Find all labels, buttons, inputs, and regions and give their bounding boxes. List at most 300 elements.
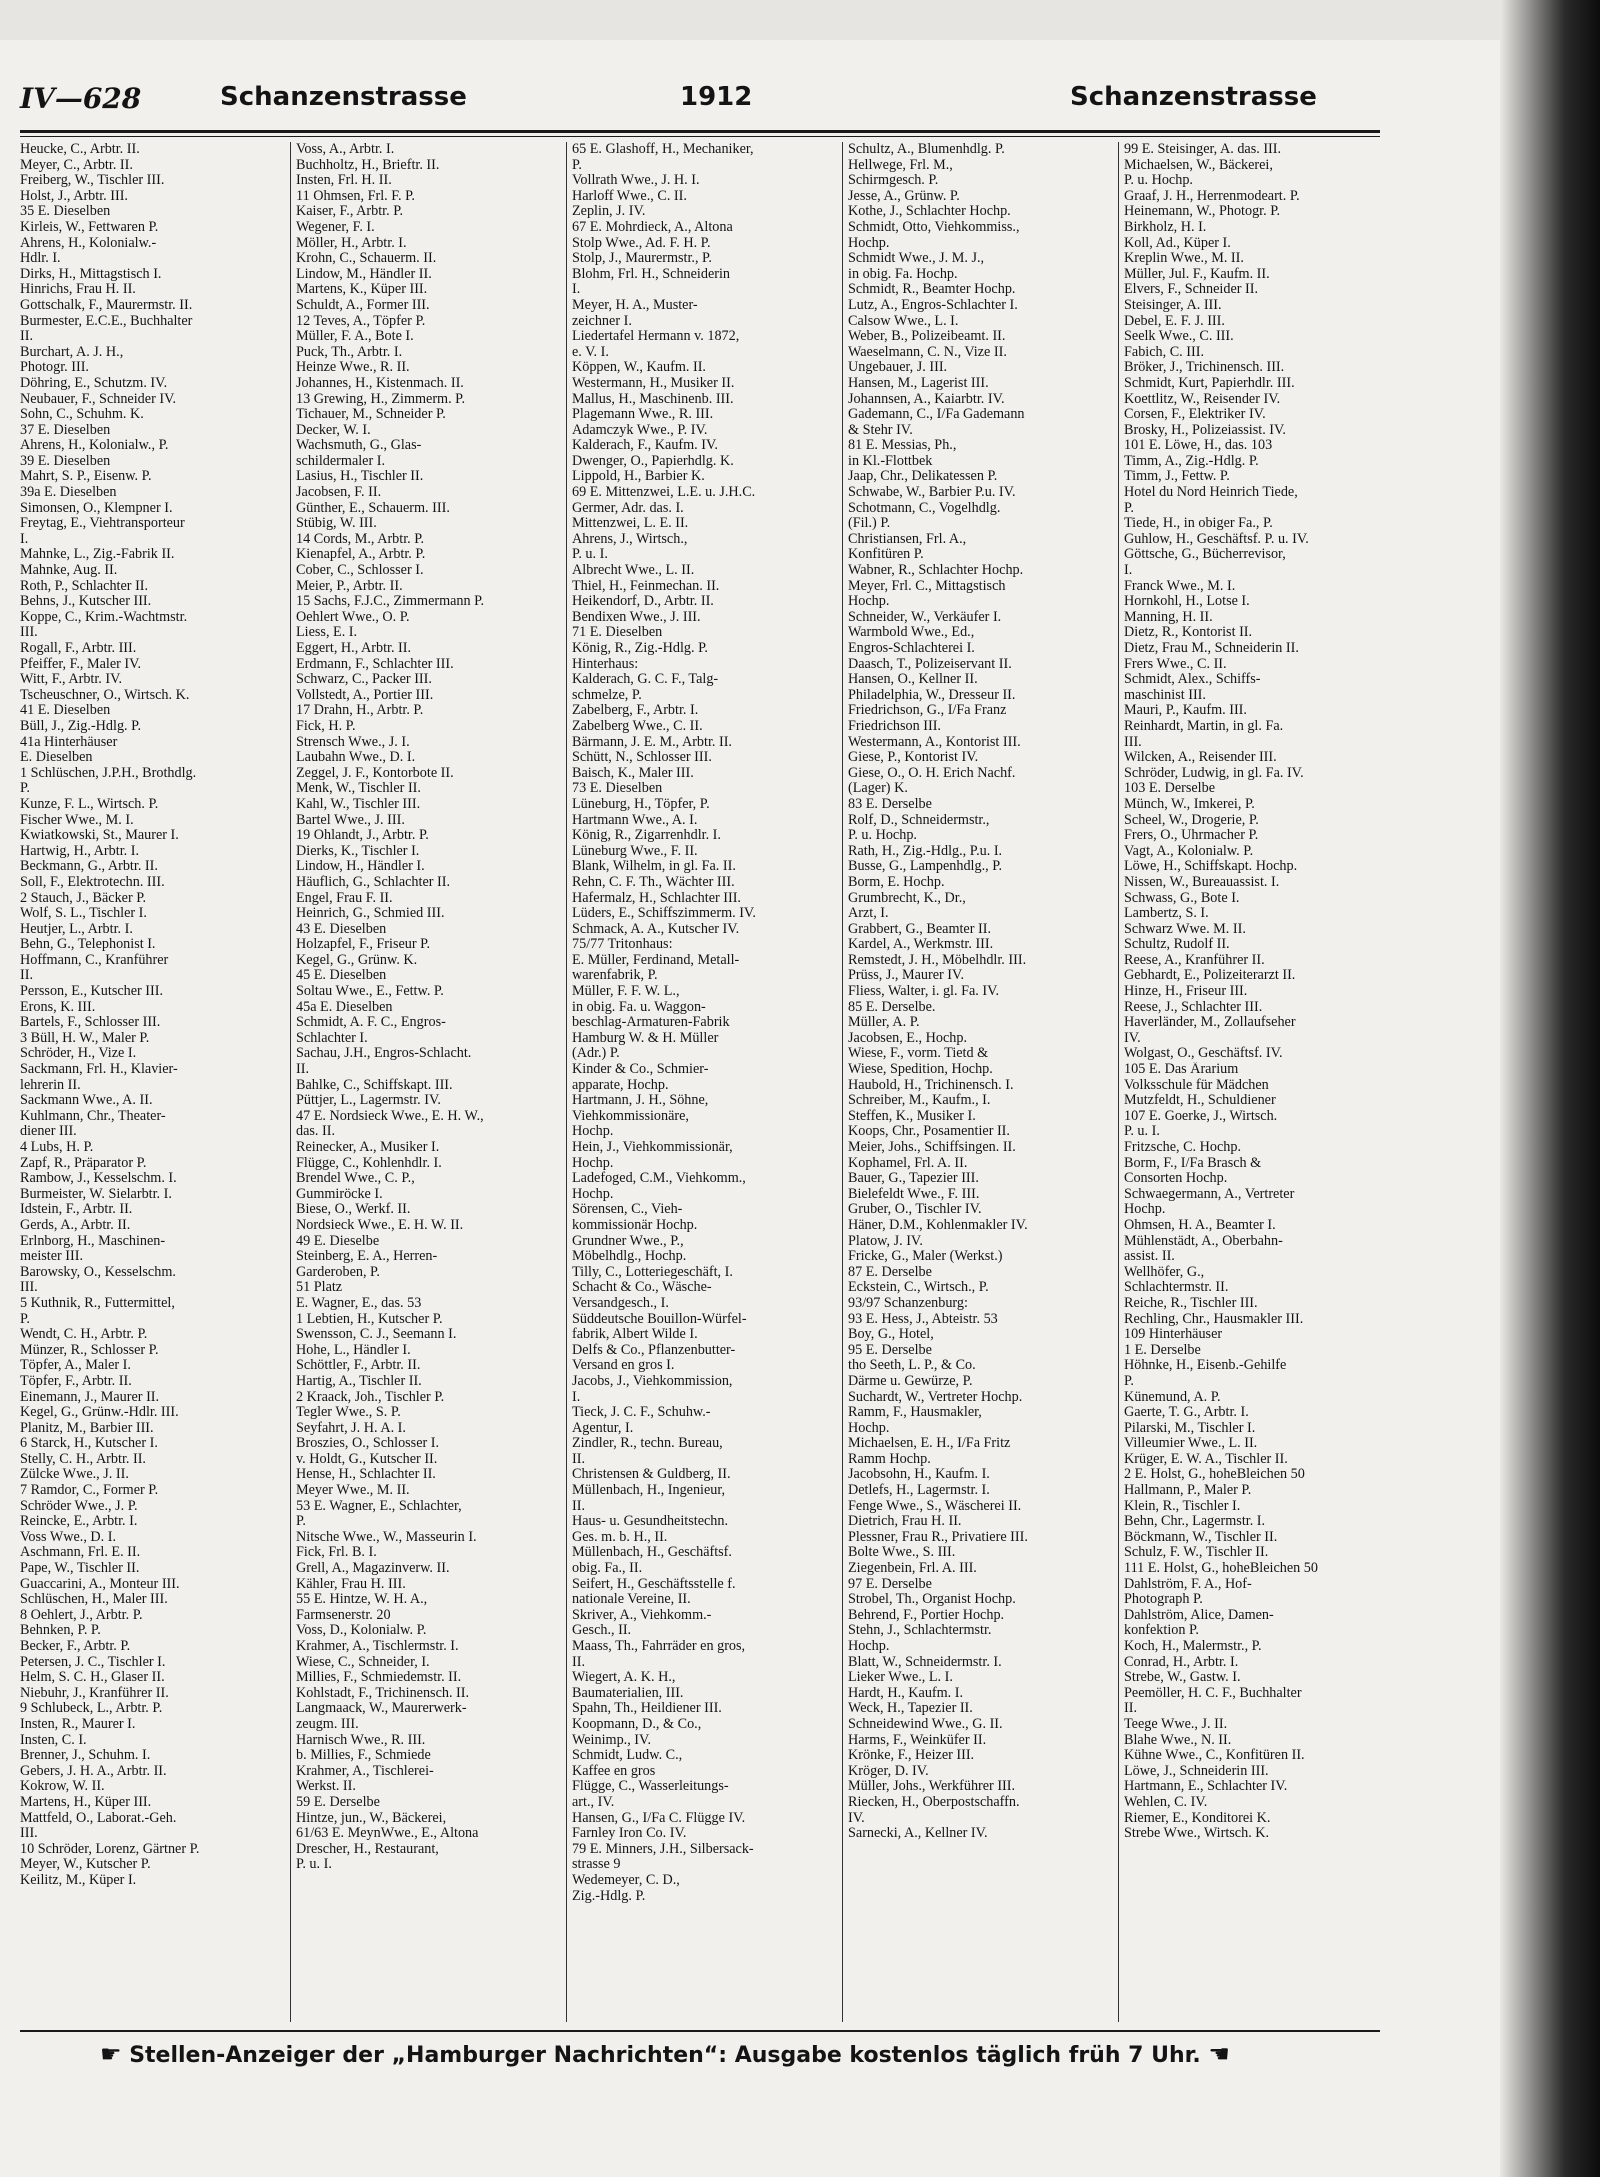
directory-entry: Giese, O., O. H. Erich Nachf.	[848, 765, 1016, 781]
directory-entry: Neubauer, F., Schneider IV.	[20, 391, 177, 407]
directory-entry: Dierks, K., Tischler I.	[296, 843, 420, 859]
directory-entry: Wiese, Spedition, Hochp.	[848, 1062, 993, 1078]
footer-text: Stellen-Anzeiger der „Hamburger Nachrichten“: Ausgabe kostenlos täglich früh 7 Uhr.	[129, 2043, 1201, 2068]
directory-entry: Friedrichson, G., I/Fa Franz	[848, 703, 1007, 719]
directory-entry: apparate, Hochp.	[572, 1077, 669, 1093]
directory-entry: Lambertz, S. I.	[1124, 906, 1209, 922]
directory-entry: Koch, H., Malermstr., P.	[1124, 1639, 1262, 1654]
directory-entry: Ungebauer, J. III.	[848, 360, 948, 376]
directory-entry: Persson, E., Kutscher III.	[20, 984, 164, 1000]
header-rule-thin	[20, 136, 1380, 137]
directory-entry: 65 E. Glashoff, H., Mechaniker,	[572, 142, 754, 157]
directory-entry: Timm, J., Fettw. P.	[1124, 469, 1230, 485]
directory-entry: Kaiser, F., Arbtr. P.	[296, 204, 404, 220]
directory-entry: Roth, P., Schlachter II.	[20, 578, 149, 594]
directory-entry: das. II.	[296, 1124, 336, 1140]
directory-entry: 1 E. Derselbe	[1124, 1342, 1201, 1358]
directory-entry: Kokrow, W. II.	[20, 1779, 105, 1795]
directory-entry: Franck Wwe., M. I.	[1124, 578, 1236, 594]
directory-entry: Fritzsche, C. Hochp.	[1124, 1140, 1242, 1155]
directory-entry: Hamburg W. & H. Müller	[572, 1030, 719, 1046]
directory-entry: Burmeister, W. Sielarbtr. I.	[20, 1186, 172, 1202]
directory-entry: Bartel Wwe., J. III.	[296, 812, 405, 828]
page-number: IV—628	[20, 82, 142, 115]
directory-entry: 1 Lebtien, H., Kutscher P.	[296, 1311, 443, 1327]
directory-entry: Ramm Hochp.	[848, 1451, 931, 1467]
directory-entry: Tegler Wwe., S. P.	[296, 1405, 401, 1421]
directory-entry: Mallus, H., Maschinenb. III.	[572, 391, 734, 407]
directory-entry: Langmaack, W., Maurerwerk-	[296, 1701, 467, 1717]
directory-entry: Soll, F., Elektrotechn. III.	[20, 874, 165, 890]
directory-entry: Müller, F. F. W. L.,	[572, 984, 680, 1000]
directory-entry: Fick, Frl. B. I.	[296, 1545, 377, 1561]
directory-entry: Farmsenerstr. 20	[296, 1607, 391, 1623]
directory-entry: Wellhöfer, G.,	[1124, 1264, 1205, 1280]
directory-entry: Hochp.	[572, 1124, 614, 1140]
directory-entry: Mahnke, L., Zig.-Fabrik II.	[20, 547, 175, 563]
directory-entry: 9 Schlubeck, L., Arbtr. P.	[20, 1701, 163, 1717]
directory-entry: Lüneburg, H., Töpfer, P.	[572, 796, 710, 812]
directory-entry: Schwarz Wwe. M. II.	[1124, 921, 1246, 937]
directory-entry: Tieck, J. C. F., Schuhw.-	[572, 1405, 711, 1421]
directory-entry: 19 Ohlandt, J., Arbtr. P.	[296, 828, 429, 844]
directory-entry: (Lager) K.	[848, 781, 908, 797]
directory-entry: Plagemann Wwe., R. III.	[572, 407, 714, 423]
directory-entry: Dietz, R., Kontorist II.	[1124, 625, 1253, 641]
directory-entry: Heinemann, W., Photogr. P.	[1124, 204, 1281, 220]
directory-entry: Hochp.	[1124, 1202, 1166, 1218]
directory-entry: Kohlstadt, F., Trichinensch. II.	[296, 1685, 470, 1701]
directory-entry: Holzapfel, F., Friseur P.	[296, 937, 431, 953]
directory-entry: Baumaterialien, III.	[572, 1685, 684, 1701]
directory-entry: Kirleis, W., Fettwaren P.	[20, 219, 159, 235]
directory-entry: 67 E. Mohrdieck, A., Altona	[572, 219, 733, 235]
directory-entry: Schlachter I.	[296, 1030, 368, 1046]
directory-entry: Grumbrecht, K., Dr.,	[848, 890, 966, 906]
directory-entry: Wehlen, C. IV.	[1124, 1794, 1208, 1810]
directory-entry: Bröker, J., Trichinensch. III.	[1124, 360, 1285, 376]
directory-entry: Möbelhdlg., Hochp.	[572, 1249, 687, 1265]
directory-entry: Süddeutsche Bouillon-Würfel-	[572, 1311, 747, 1327]
directory-entry: II.	[20, 968, 33, 984]
directory-column-2	[296, 142, 560, 2022]
directory-entry: II.	[572, 1498, 585, 1514]
directory-entry: Millies, F., Schmiedemstr. II.	[296, 1670, 462, 1686]
directory-entry: Behnken, P. P.	[20, 1623, 101, 1639]
directory-entry: Rolf, D., Schneidermstr.,	[848, 812, 990, 828]
directory-entry: Kühne Wwe., C., Konfitüren II.	[1124, 1748, 1305, 1764]
directory-entry: Hochp.	[848, 594, 890, 610]
directory-entry: Eggert, H., Arbtr. II.	[296, 641, 412, 656]
directory-entry: Püttjer, L., Lagermstr. IV.	[296, 1093, 441, 1109]
directory-entry: Voss, D., Kolonialw. P.	[296, 1623, 427, 1639]
directory-entry: Hansen, O., Kellner II.	[848, 672, 978, 688]
directory-entry: Nitsche Wwe., W., Masseurin I.	[296, 1529, 477, 1545]
directory-entry: Burchart, A. J. H.,	[20, 344, 124, 360]
directory-entry: Petersen, J. C., Tischler I.	[20, 1654, 166, 1670]
directory-entry: Dwenger, O., Papierhdlg. K.	[572, 453, 734, 469]
directory-entry: strasse 9	[572, 1857, 621, 1873]
directory-entry: 39 E. Dieselben	[20, 453, 111, 469]
directory-entry: zeugm. III.	[296, 1716, 359, 1732]
directory-entry: Witt, F., Arbtr. IV.	[20, 672, 123, 688]
directory-entry: König, R., Zigarrenhdlr. I.	[572, 828, 721, 844]
directory-entry: Schlüschen, H., Maler III.	[20, 1592, 168, 1608]
directory-entry: Müller, Jul. F., Kaufm. II.	[1124, 266, 1270, 282]
left-street-heading: Schanzenstrasse	[220, 82, 467, 112]
directory-entry: Büll, J., Zig.-Hdlg. P.	[20, 718, 142, 734]
directory-entry: Kothe, J., Schlachter Hochp.	[848, 204, 1011, 220]
directory-entry: Rogall, F., Arbtr. III.	[20, 641, 137, 656]
directory-entry: Wiese, C., Schneider, I.	[296, 1654, 430, 1670]
directory-entry: 12 Teves, A., Töpfer P.	[296, 313, 426, 329]
directory-entry: 73 E. Dieselben	[572, 781, 663, 797]
directory-entry: 11 Ohmsen, Frl. F. P.	[296, 188, 415, 204]
directory-entry: Krönke, F., Heizer III.	[848, 1748, 975, 1764]
directory-entry: Harnisch Wwe., R. III.	[296, 1732, 426, 1748]
directory-entry: IV.	[1124, 1030, 1141, 1046]
directory-entry: Becker, F., Arbtr. P.	[20, 1639, 131, 1654]
directory-entry: P. u. I.	[572, 547, 608, 563]
directory-entry: Rambow, J., Kesselschm. I.	[20, 1171, 177, 1187]
directory-columns	[20, 142, 1380, 2022]
directory-entry: Mutzfeldt, H., Schuldiener	[1124, 1093, 1276, 1109]
directory-entry: Hochp.	[848, 1420, 890, 1436]
directory-entry: Riecken, H., Oberpostschaffn.	[848, 1794, 1020, 1810]
directory-entry: 51 Platz	[296, 1280, 343, 1296]
directory-entry: Hafermalz, H., Schlachter III.	[572, 890, 741, 906]
directory-entry: Seyfahrt, J. H. A. I.	[296, 1420, 406, 1436]
directory-entry: Ahrens, H., Kolonialw.-	[20, 235, 157, 251]
directory-entry: Cober, C., Schlosser I.	[296, 563, 424, 579]
directory-entry: Heikendorf, D., Arbtr. II.	[572, 594, 714, 610]
directory-entry: Müller, A. P.	[848, 1015, 920, 1031]
directory-entry: Wegener, F. I.	[296, 219, 375, 235]
directory-entry: Idstein, F., Arbtr. II.	[20, 1202, 133, 1218]
directory-entry: Döhring, E., Schutzm. IV.	[20, 375, 168, 391]
directory-entry: Krohn, C., Schauerm. II.	[296, 251, 437, 267]
directory-entry: Consorten Hochp.	[1124, 1171, 1228, 1187]
footer-rule	[20, 2030, 1380, 2032]
directory-entry: Haverländer, M., Zollaufseher	[1124, 1015, 1296, 1031]
directory-entry: Rath, H., Zig.-Hdlg., P.u. I.	[848, 843, 1003, 859]
directory-entry: Kegel, G., Grünw. K.	[296, 952, 418, 968]
directory-entry: Fliess, Walter, i. gl. Fa. IV.	[848, 984, 1000, 1000]
directory-entry: 71 E. Dieselben	[572, 625, 663, 641]
directory-entry: Skriver, A., Viehkomm.-	[572, 1607, 712, 1623]
directory-entry: Münch, W., Imkerei, P.	[1124, 796, 1255, 812]
directory-entry: Köppen, W., Kaufm. II.	[572, 360, 706, 376]
directory-entry: Reinhardt, Martin, in gl. Fa.	[1124, 718, 1284, 734]
directory-entry: kommissionär Hochp.	[572, 1217, 698, 1233]
directory-entry: Voss Wwe., D. I.	[20, 1529, 117, 1545]
directory-entry: 10 Schröder, Lorenz, Gärtner P.	[20, 1841, 200, 1857]
directory-entry: II.	[572, 1451, 585, 1467]
directory-entry: Strensch Wwe., J. I.	[296, 734, 410, 750]
directory-entry: Timm, A., Zig.-Hdlg. P.	[1124, 453, 1259, 469]
directory-entry: Schulz, F. W., Tischler II.	[1124, 1545, 1269, 1561]
directory-entry: Zeggel, J. F., Kontorbote II.	[296, 765, 454, 781]
directory-entry: Bendixen Wwe., J. III.	[572, 609, 701, 625]
directory-entry: Barowsky, O., Kesselschm.	[20, 1264, 176, 1280]
directory-entry: Kähler, Frau H. III.	[296, 1576, 406, 1592]
directory-entry: v. Holdt, G., Kutscher II.	[296, 1451, 438, 1467]
directory-entry: Ohmsen, H. A., Beamter I.	[1124, 1217, 1276, 1233]
directory-entry: Puck, Th., Arbtr. I.	[296, 344, 403, 360]
directory-entry: 2 E. Holst, G., hoheBleichen 50	[1124, 1467, 1305, 1483]
directory-entry: 13 Grewing, H., Zimmerm. P.	[296, 391, 466, 407]
directory-entry: Sachau, J.H., Engros-Schlacht.	[296, 1046, 472, 1062]
directory-entry: I.	[1124, 563, 1133, 579]
directory-entry: Gebhardt, E., Polizeiterarzt II.	[1124, 968, 1296, 984]
directory-entry: Kardel, A., Werkmstr. III.	[848, 937, 994, 953]
directory-entry: Kahl, W., Tischler III.	[296, 796, 421, 812]
directory-entry: Garderoben, P.	[296, 1264, 380, 1280]
directory-entry: Hornkohl, H., Lotse I.	[1124, 594, 1250, 610]
directory-entry: Bauer, G., Tapezier III.	[848, 1171, 979, 1187]
directory-entry: Strebe Wwe., Wirtsch. K.	[1124, 1826, 1270, 1842]
directory-entry: Pape, W., Tischler II.	[20, 1561, 140, 1577]
directory-entry: 93/97 Schanzenburg:	[848, 1295, 968, 1311]
directory-entry: fabrik, Albert Wilde I.	[572, 1327, 698, 1343]
directory-entry: Guaccarini, A., Monteur III.	[20, 1576, 180, 1592]
directory-entry: obig. Fa., II.	[572, 1561, 643, 1577]
directory-entry: Niebuhr, J., Kranführer II.	[20, 1685, 169, 1701]
directory-entry: Reese, A., Kranführer II.	[1124, 952, 1265, 968]
directory-entry: P.	[572, 157, 582, 173]
directory-entry: Ahrens, J., Wirtsch.,	[572, 531, 688, 547]
directory-entry: Elvers, F., Schneider II.	[1124, 282, 1259, 298]
directory-entry: Hartmann, E., Schlachter IV.	[1124, 1779, 1288, 1795]
directory-entry: Keilitz, M., Küper I.	[20, 1872, 137, 1888]
directory-entry: I.	[572, 1389, 581, 1405]
book-binding-shadow	[1500, 0, 1600, 2177]
directory-entry: Photogr. III.	[20, 360, 89, 376]
directory-entry: 41a Hinterhäuser	[20, 734, 118, 750]
directory-entry: Schlachtermstr. II.	[1124, 1280, 1229, 1296]
directory-entry: Gummiröcke I.	[296, 1186, 383, 1202]
directory-entry: 93 E. Hess, J., Abteistr. 53	[848, 1311, 998, 1327]
directory-entry: nationale Vereine, II.	[572, 1592, 691, 1608]
directory-entry: E. Wagner, E., das. 53	[296, 1295, 422, 1311]
directory-entry: Schmidt, Otto, Viehkommiss.,	[848, 219, 1020, 235]
directory-entry: 107 E. Goerke, J., Wirtsch.	[1124, 1108, 1278, 1124]
directory-entry: 3 Büll, H. W., Maler P.	[20, 1030, 150, 1046]
directory-entry: Grell, A., Magazinverw. II.	[296, 1561, 450, 1577]
directory-entry: Grundner Wwe., P.,	[572, 1233, 684, 1249]
directory-entry: Göttsche, G., Bücherrevisor,	[1124, 547, 1286, 563]
directory-entry: Lindow, M., Händler II.	[296, 266, 432, 282]
directory-entry: Sörensen, C., Vieh-	[572, 1202, 683, 1218]
directory-entry: Zig.-Hdlg. P.	[572, 1888, 646, 1904]
directory-entry: Villeumier Wwe., L. II.	[1124, 1436, 1258, 1452]
directory-entry: Versand en gros I.	[572, 1358, 675, 1374]
directory-entry: in Kl.-Flottbek	[848, 453, 933, 469]
directory-entry: Schirmgesch. P.	[848, 173, 939, 189]
directory-entry: 99 E. Steisinger, A. das. III.	[1124, 142, 1282, 157]
directory-entry: Erdmann, F., Schlachter III.	[296, 656, 454, 672]
directory-entry: Wabner, R., Schlachter Hochp.	[848, 563, 1024, 579]
directory-entry: Liedertafel Hermann v. 1872,	[572, 329, 740, 345]
directory-entry: Schneidewind Wwe., G. II.	[848, 1716, 1003, 1732]
directory-entry: 81 E. Messias, Ph.,	[848, 438, 957, 454]
directory-entry: Schröder Wwe., J. P.	[20, 1498, 138, 1514]
directory-entry: Scheel, W., Drogerie, P.	[1124, 812, 1259, 828]
directory-entry: Harms, F., Weinküfer II.	[848, 1732, 987, 1748]
directory-entry: III.	[20, 1280, 38, 1296]
directory-entry: Krahmer, A., Tischlerei-	[296, 1763, 434, 1779]
directory-entry: Brendel Wwe., C. P.,	[296, 1171, 415, 1187]
directory-entry: Insten, Frl. H. II.	[296, 173, 392, 189]
directory-entry: II.	[1124, 1701, 1137, 1717]
directory-entry: 35 E. Dieselben	[20, 204, 111, 220]
directory-entry: 2 Stauch, J., Bäcker P.	[20, 890, 147, 906]
directory-entry: Möller, H., Arbtr. I.	[296, 235, 407, 251]
directory-entry: art., IV.	[572, 1794, 615, 1810]
directory-entry: Swensson, C. J., Seemann I.	[296, 1327, 457, 1343]
directory-entry: Hohe, L., Händler I.	[296, 1342, 411, 1358]
directory-entry: Blahe Wwe., N. II.	[1124, 1732, 1232, 1748]
directory-entry: Löwe, J., Schneiderin III.	[1124, 1763, 1269, 1779]
right-street-heading: Schanzenstrasse	[1070, 82, 1317, 112]
directory-entry: 111 E. Holst, G., hoheBleichen 50	[1124, 1561, 1318, 1577]
directory-entry: Vollstedt, A., Portier III.	[296, 687, 434, 703]
directory-entry: Jesse, A., Grünw. P.	[848, 188, 960, 204]
directory-entry: 43 E. Dieselben	[296, 921, 387, 937]
directory-entry: Gebers, J. H. A., Arbtr. II.	[20, 1763, 167, 1779]
directory-entry: Vagt, A., Kolonialw. P.	[1124, 843, 1254, 859]
directory-entry: Klein, R., Tischler I.	[1124, 1498, 1241, 1514]
directory-entry: Dahlström, F. A., Hof-	[1124, 1576, 1252, 1592]
directory-entry: 15 Sachs, F.J.C., Zimmermann P.	[296, 594, 485, 610]
directory-entry: Strebe, W., Gastw. I.	[1124, 1670, 1241, 1686]
directory-entry: Laubahn Wwe., D. I.	[296, 750, 416, 766]
directory-entry: Hellwege, Frl. M.,	[848, 157, 953, 173]
directory-entry: Meyer, C., Arbtr. II.	[20, 157, 133, 173]
directory-entry: Hansen, G., I/Fa C. Flügge IV.	[572, 1810, 746, 1826]
directory-entry: Fenge Wwe., S., Wäscherei II.	[848, 1498, 1022, 1514]
directory-entry: Boy, G., Hotel,	[848, 1327, 934, 1343]
directory-entry: Krahmer, A., Tischlermstr. I.	[296, 1639, 459, 1654]
directory-entry: Bolte Wwe., S. III.	[848, 1545, 956, 1561]
directory-entry: Müller, Johs., Werkführer III.	[848, 1779, 1016, 1795]
directory-entry: Wachsmuth, G., Glas-	[296, 438, 422, 454]
directory-entry: 87 E. Derselbe	[848, 1264, 932, 1280]
directory-entry: Engros-Schlachterei I.	[848, 641, 975, 656]
directory-entry: Jaap, Chr., Delikatessen P.	[848, 469, 998, 485]
directory-entry: P.	[296, 1514, 306, 1530]
directory-entry: Sarnecki, A., Kellner IV.	[848, 1826, 988, 1842]
directory-entry: Flügge, C., Kohlenhdlr. I.	[296, 1155, 442, 1171]
directory-entry: Jacobsohn, H., Kaufm. I.	[848, 1467, 990, 1483]
directory-entry: Schneider, W., Verkäufer I.	[848, 609, 1002, 625]
directory-entry: P.	[20, 1311, 30, 1327]
directory-entry: Erons, K. III.	[20, 999, 96, 1015]
directory-entry: Kwiatkowski, St., Maurer I.	[20, 828, 179, 844]
directory-entry: Töpfer, F., Arbtr. II.	[20, 1373, 132, 1389]
directory-entry: (Adr.) P.	[572, 1046, 620, 1062]
directory-entry: Meyer, Frl. C., Mittagstisch	[848, 578, 1006, 594]
directory-entry: Hartwig, H., Arbtr. I.	[20, 843, 139, 859]
directory-entry: Burmester, E.C.E., Buchhalter	[20, 313, 193, 329]
directory-entry: P. u. Hochp.	[848, 828, 917, 844]
directory-entry: diener III.	[20, 1124, 77, 1140]
directory-entry: Warmbold Wwe., Ed.,	[848, 625, 975, 641]
directory-entry: Häner, D.M., Kohlenmakler IV.	[848, 1217, 1028, 1233]
directory-entry: Schwaegermann, A., Vertreter	[1124, 1186, 1295, 1202]
directory-entry: Einemann, J., Maurer II.	[20, 1389, 160, 1405]
directory-entry: Remstedt, J. H., Möbelhdlr. III.	[848, 952, 1027, 968]
directory-entry: Albrecht Wwe., L. II.	[572, 563, 695, 579]
directory-entry: Töpfer, A., Maler I.	[20, 1358, 131, 1374]
directory-entry: maschinist III.	[1124, 687, 1206, 703]
directory-entry: Brosky, H., Polizeiassist. IV.	[1124, 422, 1286, 438]
directory-entry: Bärmann, J. E. M., Arbtr. II.	[572, 734, 732, 750]
directory-entry: Frers Wwe., C. II.	[1124, 656, 1227, 672]
directory-column-3	[572, 142, 836, 2022]
directory-entry: Kalderach, G. C. F., Talg-	[572, 672, 719, 688]
directory-entry: Reese, J., Schlachter III.	[1124, 999, 1263, 1015]
directory-entry: Mauri, P., Kaufm. III.	[1124, 703, 1247, 719]
directory-entry: konfektion P.	[1124, 1623, 1199, 1639]
directory-entry: Zindler, R., techn. Bureau,	[572, 1436, 723, 1452]
directory-entry: 8 Oehlert, J., Arbtr. P.	[20, 1607, 143, 1623]
directory-entry: lehrerin II.	[20, 1077, 81, 1093]
directory-entry: Debel, E. F. J. III.	[1124, 313, 1225, 329]
directory-entry: II.	[296, 1062, 309, 1078]
directory-entry: Koopmann, D., & Co.,	[572, 1716, 702, 1732]
directory-entry: Wolf, S. L., Tischler I.	[20, 906, 147, 922]
directory-entry: Jacobsen, F. II.	[296, 485, 382, 501]
directory-entry: Gesch., II.	[572, 1623, 632, 1639]
directory-entry: Gaerte, T. G., Arbtr. I.	[1124, 1405, 1249, 1421]
column-divider	[842, 142, 843, 2022]
directory-entry: Blatt, W., Schneidermstr. I.	[848, 1654, 1002, 1670]
directory-entry: Gruber, O., Tischler IV.	[848, 1202, 982, 1218]
directory-entry: Stelly, C. H., Arbtr. II.	[20, 1451, 146, 1467]
directory-entry: Rechling, Chr., Hausmakler III.	[1124, 1311, 1304, 1327]
directory-entry: Teege Wwe., J. II.	[1124, 1716, 1228, 1732]
directory-entry: Haus- u. Gesundheitstechn.	[572, 1514, 729, 1530]
directory-entry: 79 E. Minners, J.H., Silbersack-	[572, 1841, 754, 1857]
directory-entry: b. Millies, F., Schmiede	[296, 1748, 431, 1764]
directory-entry: Brenner, J., Schuhm. I.	[20, 1748, 151, 1764]
directory-entry: Tichauer, M., Schneider P.	[296, 407, 446, 423]
directory-entry: Heinrich, G., Schmied III.	[296, 906, 445, 922]
directory-entry: Fischer Wwe., M. I.	[20, 812, 134, 828]
scan-top-edge	[0, 0, 1600, 40]
directory-entry: Meyer Wwe., M. II.	[296, 1483, 410, 1499]
directory-entry: Thiel, H., Feinmechan. II.	[572, 578, 720, 594]
directory-entry: Ramm, F., Hausmakler,	[848, 1405, 982, 1421]
directory-entry: Hochp.	[848, 235, 890, 251]
directory-entry: Prüss, J., Maurer IV.	[848, 968, 964, 984]
directory-entry: Blank, Wilhelm, in gl. Fa. II.	[572, 859, 736, 875]
directory-entry: Pilarski, M., Tischler I.	[1124, 1420, 1256, 1436]
page-header	[20, 82, 1370, 126]
directory-entry: P. u. Hochp.	[1124, 173, 1193, 189]
directory-entry: in obig. Fa. u. Waggon-	[572, 999, 706, 1015]
directory-entry: 109 Hinterhäuser	[1124, 1327, 1223, 1343]
directory-entry: Martens, K., Küper III.	[296, 282, 428, 298]
directory-entry: Behn, G., Telephonist I.	[20, 937, 156, 953]
directory-entry: zeichner I.	[572, 313, 632, 329]
directory-entry: Schmidt, Kurt, Papierhdlr. III.	[1124, 375, 1295, 391]
directory-entry: Schmidt, A. F. C., Engros-	[296, 1015, 446, 1031]
directory-entry: Fabich, C. III.	[1124, 344, 1204, 360]
directory-entry: Schröder, H., Vize I.	[20, 1046, 137, 1062]
directory-entry: Maass, Th., Fahrräder en gros,	[572, 1639, 746, 1654]
